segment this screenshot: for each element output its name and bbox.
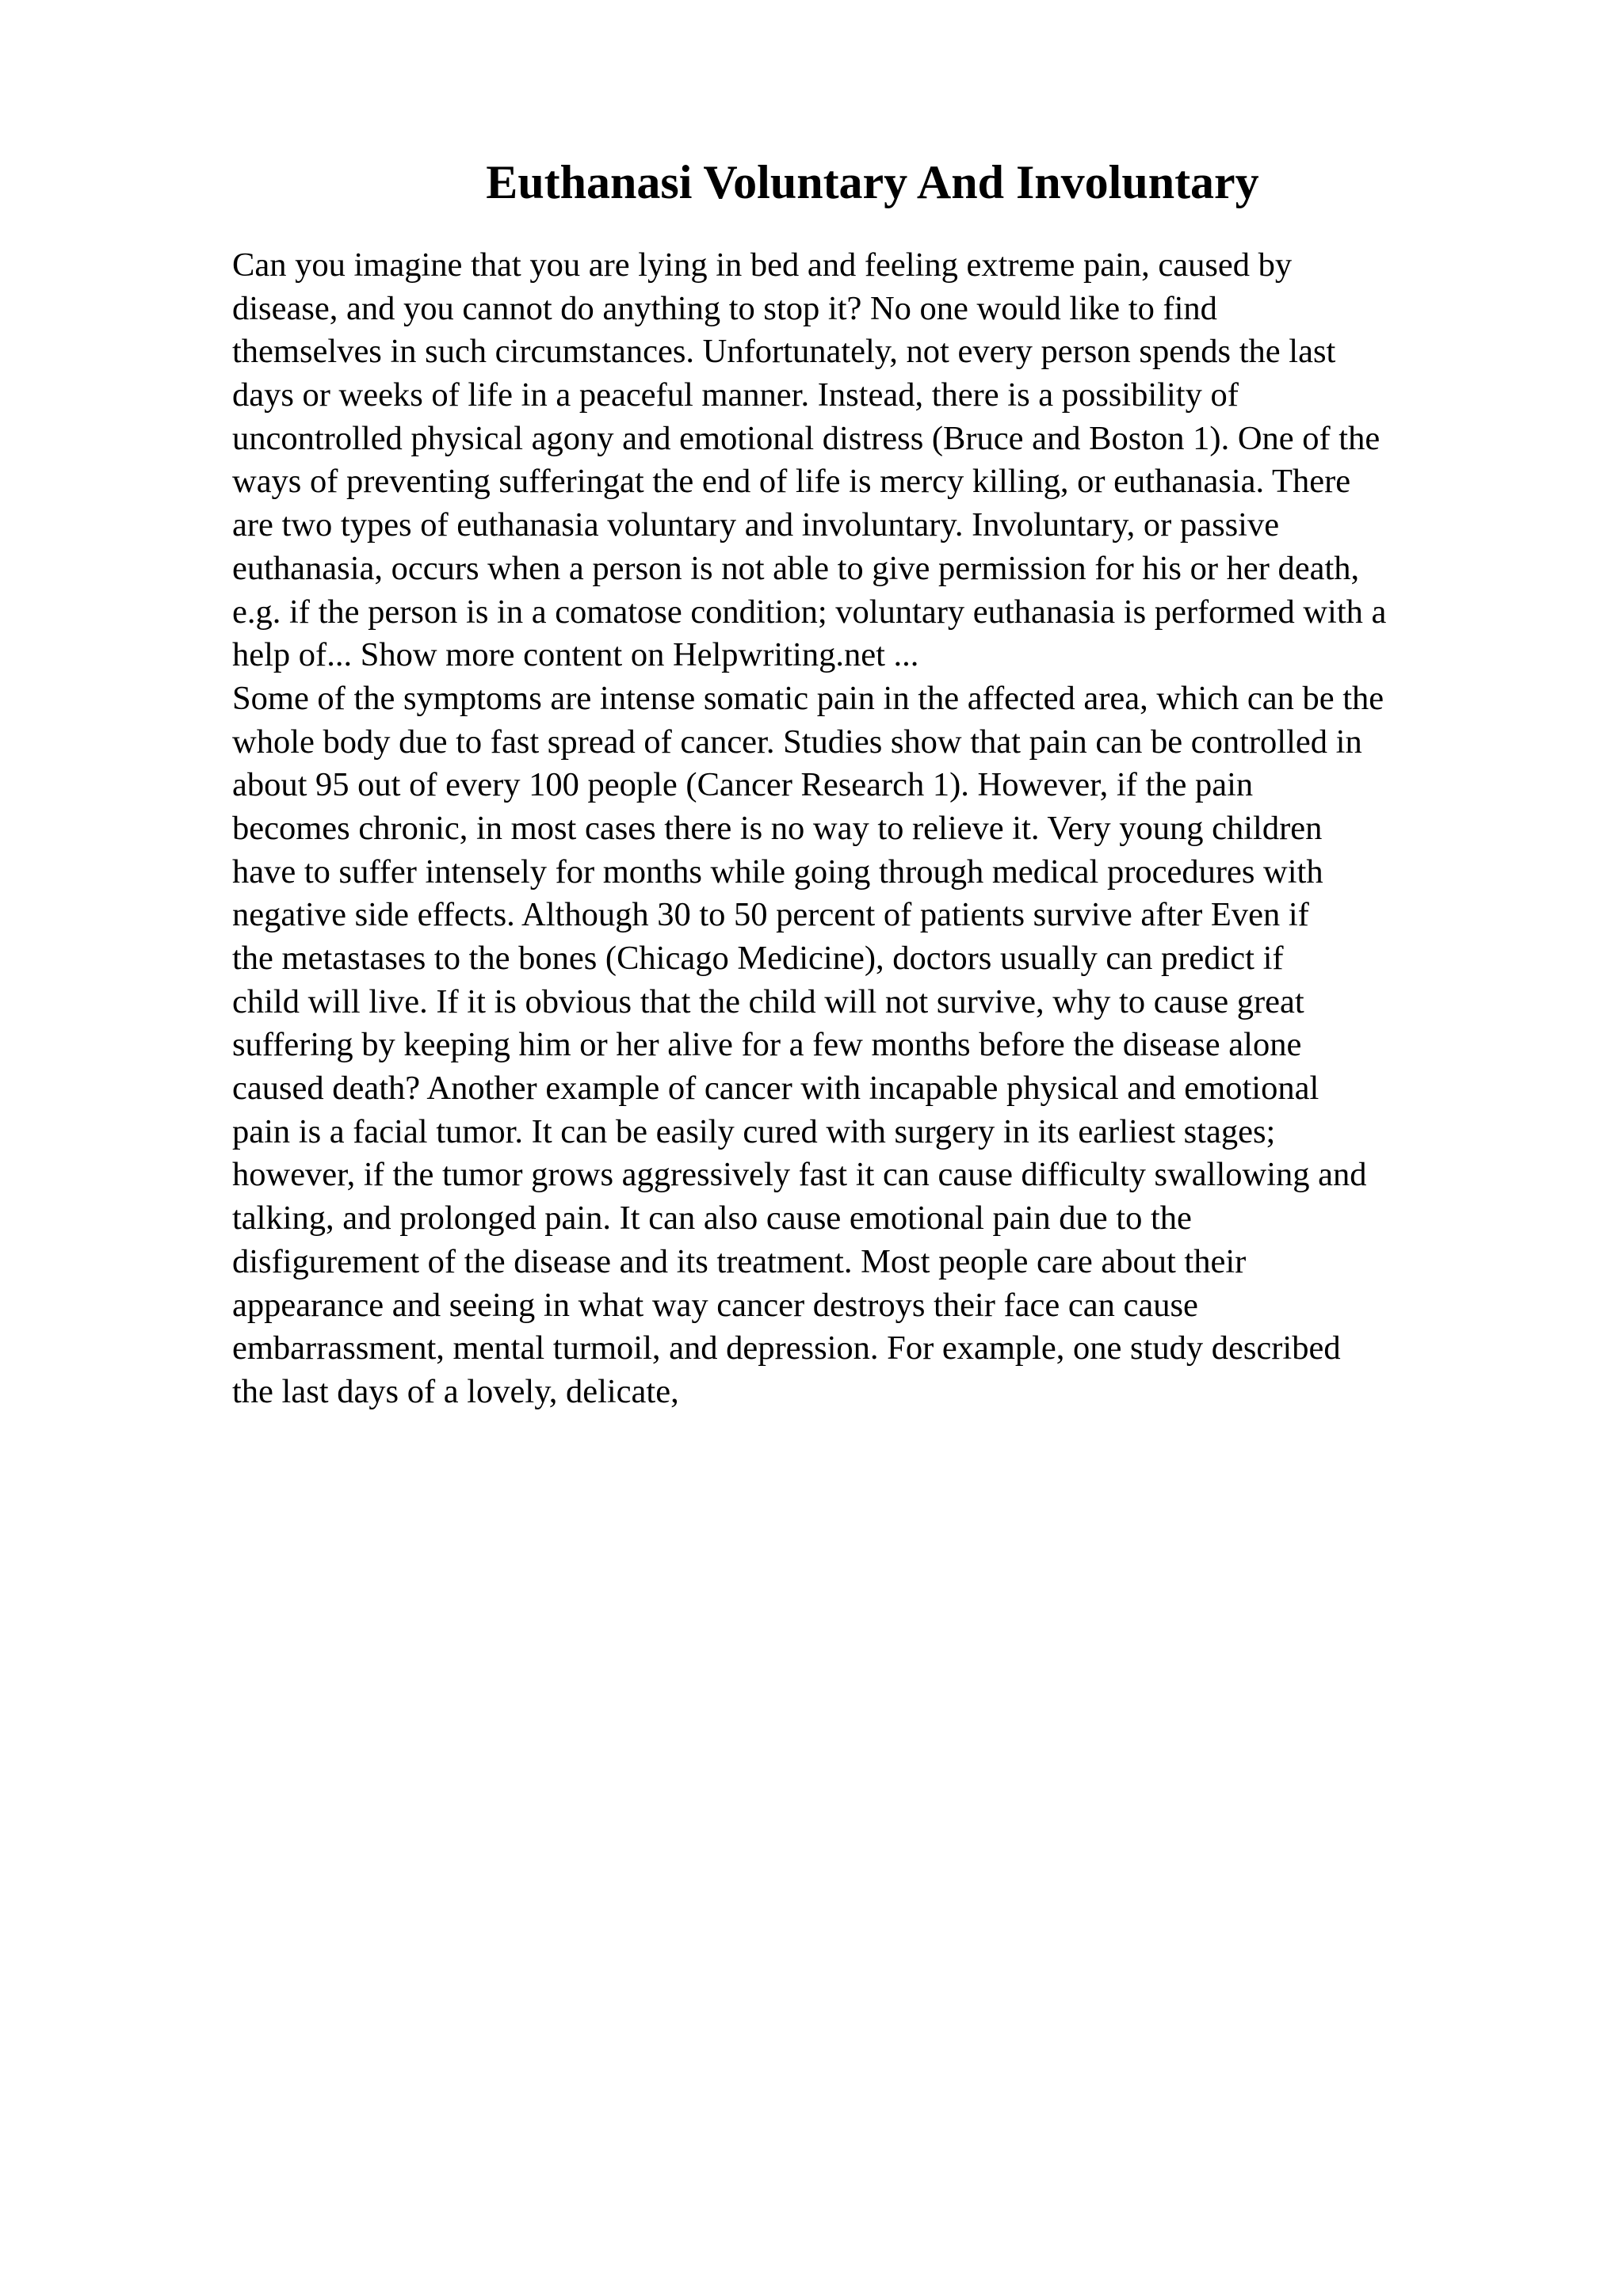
text-line: caused death? Another example of cancer with incapable physical and emotional <box>232 1070 1319 1108</box>
text-line: suffering by keeping him or her alive for a few months before the disease alone <box>232 1026 1302 1064</box>
text-line: themselves in such circumstances. Unfortunately, not every person spends the last <box>232 333 1336 371</box>
text-line: are two types of euthanasia voluntary and involuntary. Involuntary, or passive <box>232 506 1280 544</box>
document-body <box>232 244 1532 1414</box>
text-line: whole body due to fast spread of cancer. Studies show that pain can be controlled in <box>232 723 1362 761</box>
text-line: help of... Show more content on Helpwriting.net ... <box>232 636 919 674</box>
text-line: becomes chronic, in most cases there is no way to relieve it. Very young children <box>232 809 1323 847</box>
text-line: have to suffer intensely for months while going through medical procedures with <box>232 852 1323 891</box>
text-line: child will live. If it is obvious that the child will not survive, why to cause great <box>232 982 1304 1020</box>
text-line: e.g. if the person is in a comatose condition; voluntary euthanasia is performed with a <box>232 593 1387 631</box>
text-line: days or weeks of life in a peaceful manner. Instead, there is a possibility of <box>232 376 1239 414</box>
text-line: pain is a facial tumor. It can be easily cured with surgery in its earliest stages; <box>232 1112 1276 1150</box>
document-title: Euthanasi Voluntary And Involuntary <box>486 156 1259 208</box>
text-line: the last days of a lovely, delicate, <box>232 1372 679 1410</box>
text-line: ways of preventing sufferingat the end of life is mercy killing, or euthanasia. There <box>232 463 1351 501</box>
text-line: disfigurement of the disease and its treatment. Most people care about their <box>232 1242 1247 1280</box>
text-line: the metastases to the bones (Chicago Medicine), doctors usually can predict if <box>232 940 1284 977</box>
text-line: Can you imagine that you are lying in bed and feeling extreme pain, caused by <box>232 246 1293 284</box>
text-line: Some of the symptoms are intense somatic pain in the affected area, which can be the <box>232 679 1384 717</box>
text-line: negative side effects. Although 30 to 50 percent of patients survive after Even if <box>232 896 1309 934</box>
text-line: euthanasia, occurs when a person is not able to give permission for his or her death, <box>232 549 1360 587</box>
text-line: appearance and seeing in what way cancer destroys their face can cause <box>232 1286 1198 1324</box>
text-line: disease, and you cannot do anything to stop it? No one would like to find <box>232 289 1217 327</box>
text-line: uncontrolled physical agony and emotional distress (Bruce and Boston 1). One of the <box>232 419 1381 457</box>
text-line: however, if the tumor grows aggressively fast it can cause difficulty swallowing and <box>232 1156 1367 1194</box>
text-line: talking, and prolonged pain. It can also cause emotional pain due to the <box>232 1199 1192 1238</box>
text-line: embarrassment, mental turmoil, and depression. For example, one study described <box>232 1329 1341 1367</box>
text-line: about 95 out of every 100 people (Cancer Research 1). However, if the pain <box>232 766 1254 804</box>
